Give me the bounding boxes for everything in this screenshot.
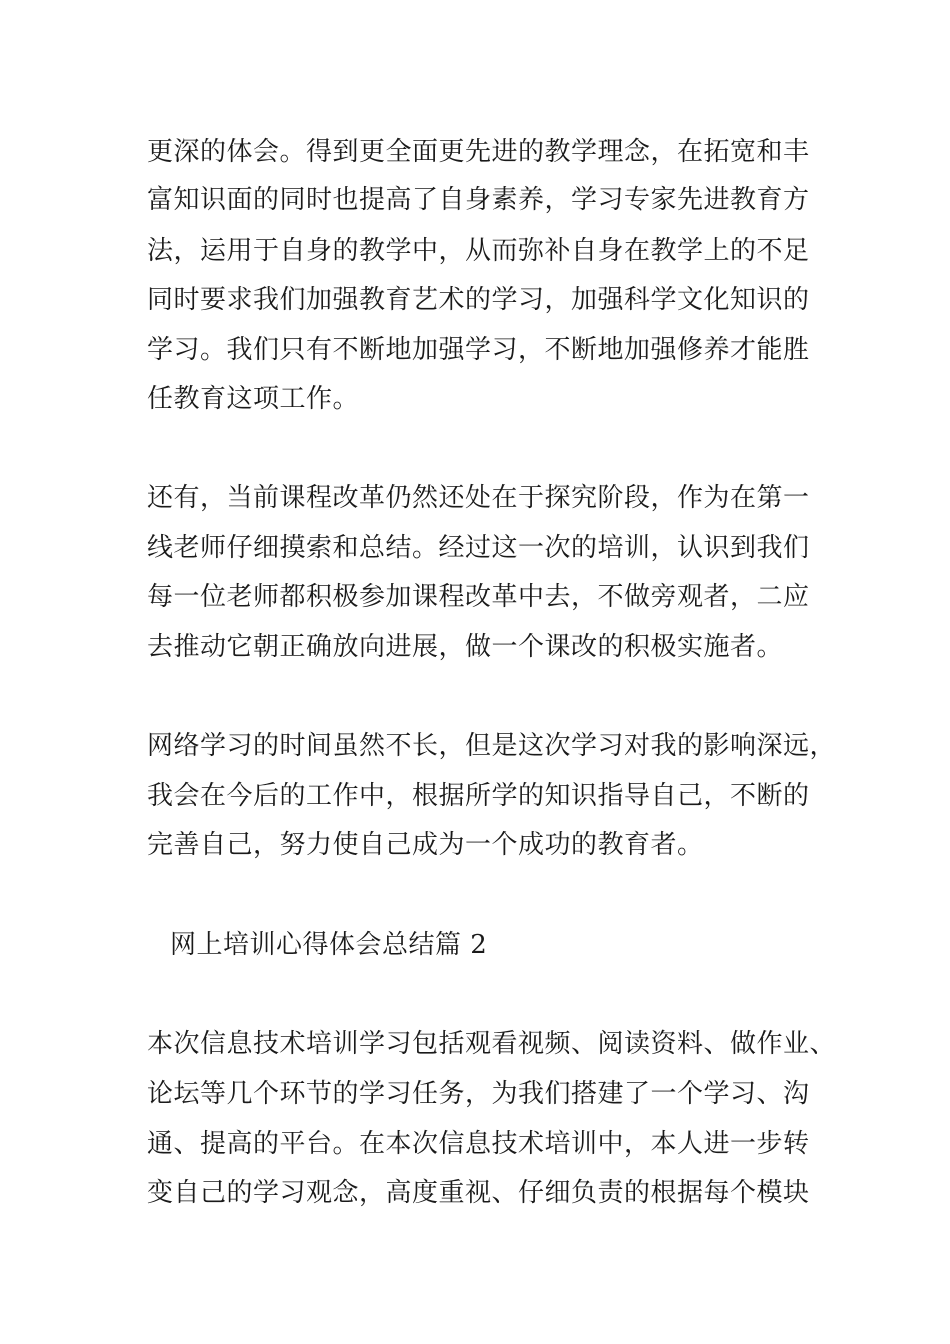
paragraph-2-line-1: 还有，当前课程改革仍然还处在于探究阶段，作为在第一 — [147, 483, 810, 513]
paragraph-3-line-3: 完善自己，努力使自己成为一个成功的教育者。 — [147, 830, 704, 860]
paragraph-1-line-5: 学习。我们只有不断地加强学习，不断地加强修养才能胜 — [147, 335, 810, 365]
paragraph-1-line-6: 任教育这项工作。 — [147, 384, 360, 414]
paragraph-1-line-2: 富知识面的同时也提高了自身素养，学习专家先进教育方 — [147, 185, 810, 215]
paragraph-1-line-3: 法，运用于自身的教学中，从而弥补自身在教学上的不足 — [147, 236, 810, 266]
paragraph-5-line-2: 论坛等几个环节的学习任务，为我们搭建了一个学习、沟 — [147, 1079, 810, 1109]
paragraph-3-line-2: 我会在今后的工作中，根据所学的知识指导自己，不断的 — [147, 781, 810, 811]
paragraph-1-line-1: 更深的体会。得到更全面更先进的教学理念，在拓宽和丰 — [147, 137, 810, 167]
paragraph-5-line-1: 本次信息技术培训学习包括观看视频、阅读资料、做作业、 — [147, 1029, 837, 1059]
paragraph-5-line-4: 变自己的学习观念，高度重视、仔细负责的根据每个模块 — [147, 1178, 810, 1208]
section-heading: 网上培训心得体会总结篇 2 — [170, 930, 488, 960]
paragraph-2-line-3: 每一位老师都积极参加课程改革中去，不做旁观者，二应 — [147, 582, 810, 612]
paragraph-2-line-4: 去推动它朝正确放向进展，做一个课改的积极实施者。 — [147, 632, 784, 662]
paragraph-3-line-1: 网络学习的时间虽然不长，但是这次学习对我的影响深远， — [147, 731, 837, 761]
paragraph-5-line-3: 通、提高的平台。在本次信息技术培训中，本人进一步转 — [147, 1129, 810, 1159]
paragraph-1-line-4: 同时要求我们加强教育艺术的学习，加强科学文化知识的 — [147, 285, 810, 315]
paragraph-2-line-2: 线老师仔细摸索和总结。经过这一次的培训，认识到我们 — [147, 533, 810, 563]
